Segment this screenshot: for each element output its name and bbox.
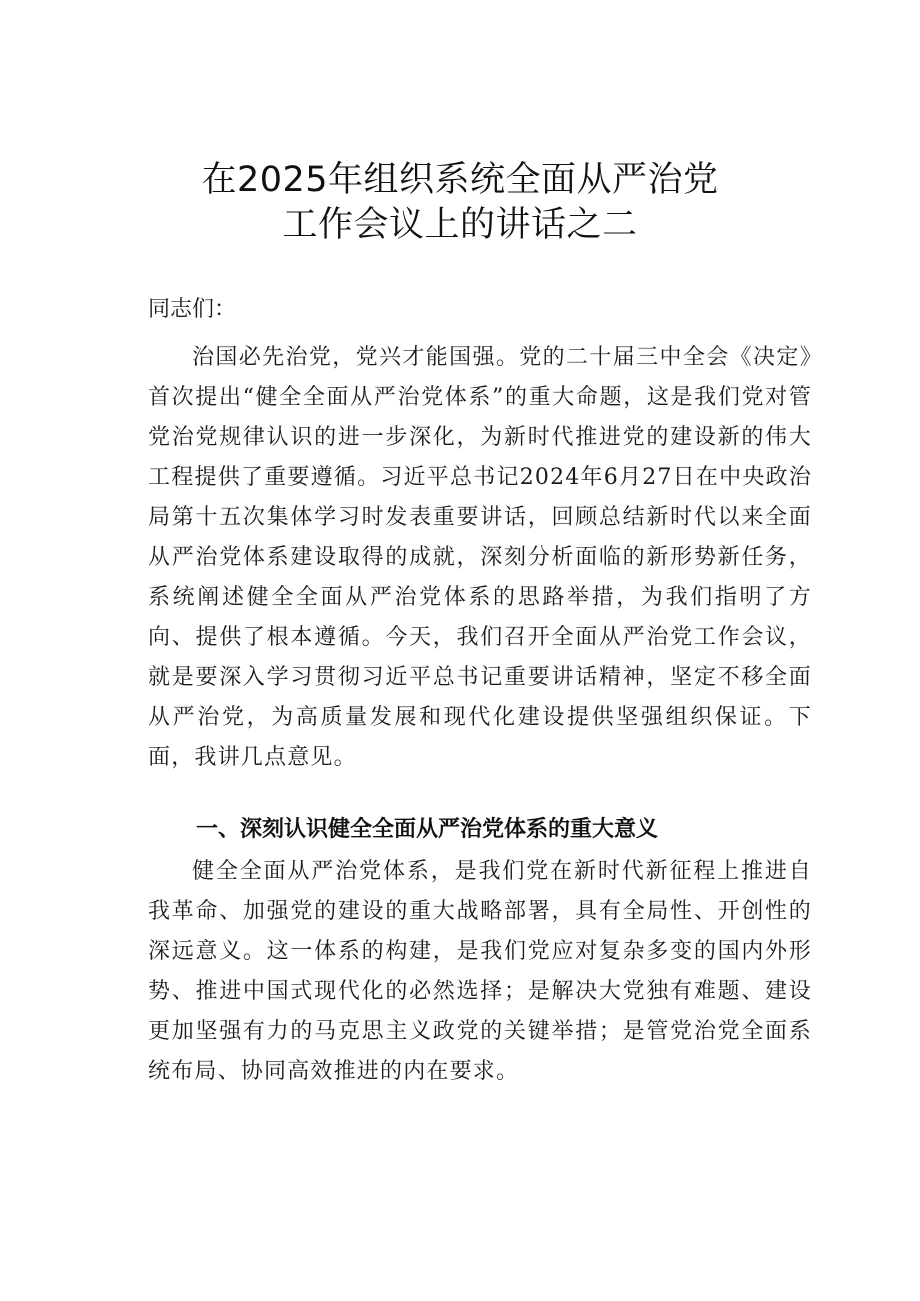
paragraph-section1: 健全全面从严治党体系，是我们党在新时代新征程上推进自我革命、加强党的建设的重大战略部署，具有全局性、开创性的深远意义。这一体系的构建，是我们党应对复杂多变的国内外形势、推进中国式现代化的必然选择；是解决大党独有难题、建设更加坚强有力的马克思主义政党的关键举措；是管党治党全面系统布局、协同高效推进的内在要求。 xyxy=(148,859,812,1084)
paragraph-intro: 治国必先治党，党兴才能国强。党的二十届三中全会《决定》首次提出“健全全面从严治党体系”的重大命题，这是我们党对管党治党规律认识的进一步深化，为新时代推进党的建设新的伟大工程提供了重要遵循。习近平总书记2024年6月27日在中央政治局第十五次集体学习时发表重要讲话，回顾总结新时代以来全面从严治党体系建设取得的成就，深刻分析面临的新形势新任务，系统阐述健全全面从严治党体系的思路举措，为我们指明了方向、提供了根本遵循。今天，我们召开全面从严治党工作会议，就是要深入学习贯彻习近平总书记重要讲话精神，坚定不移全面从严治党，为高质量发展和现代化建设提供坚强组织保证。下面，我讲几点意见。 xyxy=(148,345,812,770)
document-title-line1: 在2025年组织系统全面从严治党 xyxy=(201,160,719,200)
document-title-line2: 工作会议上的讲话之二 xyxy=(282,205,638,245)
section-heading-1: 一、深刻认识健全全面从严治党体系的重大意义 xyxy=(196,817,659,842)
greeting: 同志们： xyxy=(148,297,237,322)
